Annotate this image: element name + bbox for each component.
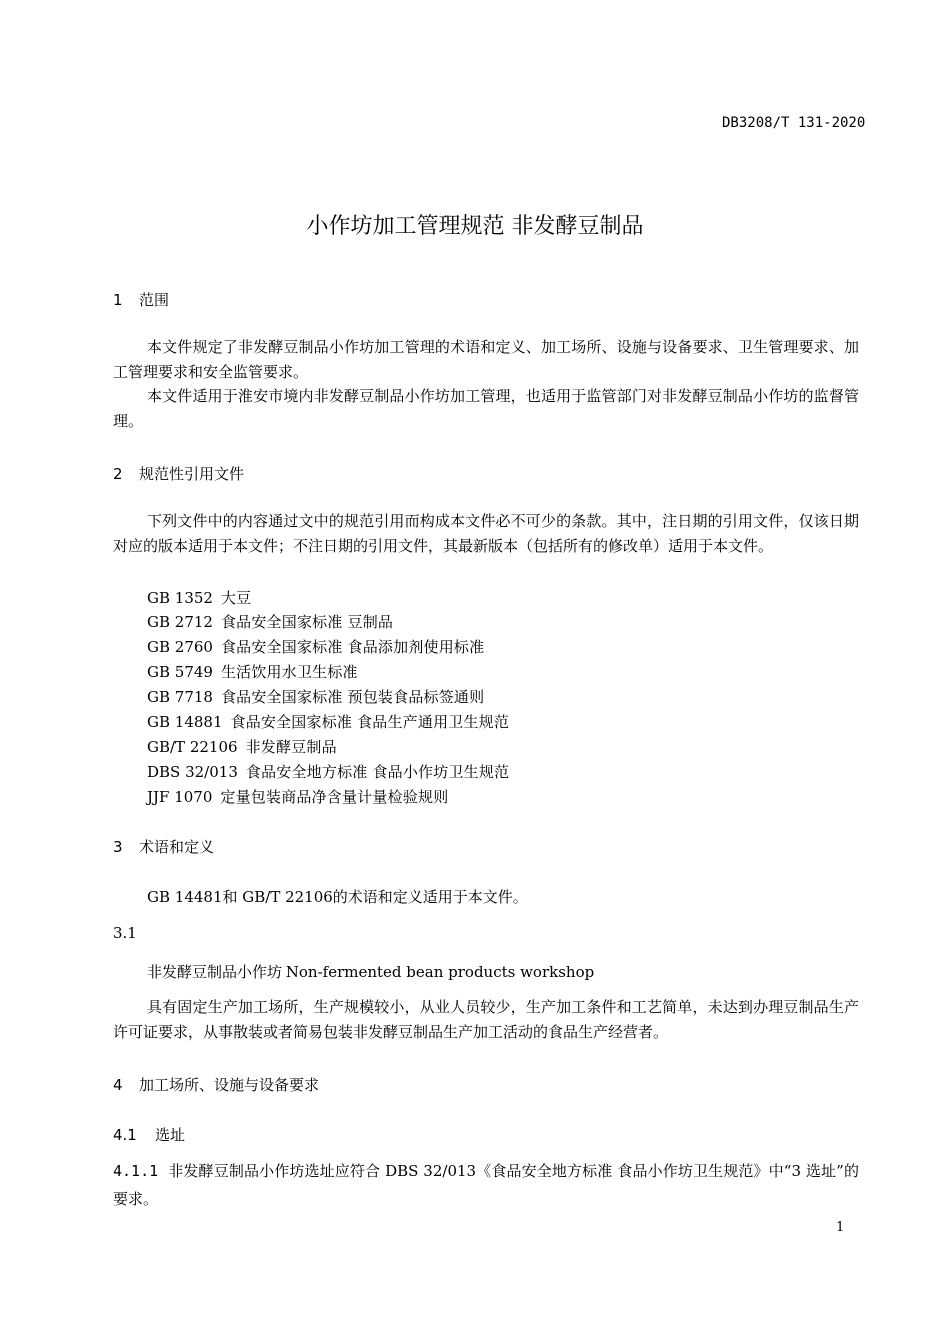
reference-code: GB 14881 [147, 713, 223, 731]
reference-item [147, 736, 337, 757]
reference-title: 食品安全国家标准 豆制品 [220, 613, 394, 631]
reference-title: 食品安全国家标准 食品生产通用卫生规范 [230, 713, 510, 731]
paragraph: 本文件适用于淮安市境内非发酵豆制品小作坊加工管理，也适用于监管部门对非发酵豆制品小作坊的监督管理。 [113, 387, 859, 430]
term-chinese: 非发酵豆制品小作坊 [147, 963, 283, 981]
reference-title: 大豆 [220, 589, 252, 607]
reference-code: GB/T 22106 [147, 738, 238, 756]
document-title: 小作坊加工管理规范 非发酵豆制品 [306, 214, 644, 239]
subsection-number: 3.1 [113, 924, 137, 942]
reference-item [147, 587, 251, 608]
page-number: 1 [836, 1220, 845, 1235]
reference-title: 定量包装商品净含量计量检验规则 [220, 788, 449, 806]
reference-item [147, 686, 484, 707]
reference-code: GB 5749 [147, 663, 213, 681]
section-title: 加工场所、设施与设备要求 [139, 1076, 320, 1094]
clause [113, 1158, 859, 1214]
subsection-title: 选址 [155, 1126, 186, 1144]
section-number: 1 [113, 291, 123, 309]
section-number: 2 [113, 465, 123, 483]
paragraph: 本文件规定了非发酵豆制品小作坊加工管理的术语和定义、加工场所、设施与设备要求、卫生管理要求、加工管理要求和安全监管要求。 [113, 338, 859, 381]
reference-item [147, 761, 509, 782]
term-definition: 具有固定生产加工场所，生产规模较小，从业人员较少，生产加工条件和工艺简单，未达到办理豆制品生产许可证要求，从事散装或者简易包装非发酵豆制品生产加工活动的食品生产经营者。 [113, 998, 859, 1041]
subsection-number: 4.1 [113, 1126, 137, 1144]
reference-title: 生活饮用水卫生标准 [220, 663, 358, 681]
reference-title: 食品安全国家标准 预包装食品标签通则 [220, 688, 485, 706]
reference-code: GB 1352 [147, 589, 213, 607]
paragraph: 下列文件中的内容通过文中的规范引用而构成本文件必不可少的条款。其中，注日期的引用文件，仅该日期对应的版本适用于本文件；不注日期的引用文件，其最新版本（包括所有的修改单）适用于本文件。 [113, 512, 859, 555]
section-4-heading [113, 1074, 319, 1095]
reference-code: JJF 1070 [147, 788, 213, 806]
reference-item [147, 711, 509, 732]
reference-item [147, 636, 484, 657]
document-id: DB3208/T 131-2020 [722, 115, 866, 131]
section-title: 规范性引用文件 [139, 465, 245, 483]
reference-item [147, 661, 358, 682]
clause-number: 4.1.1 [113, 1162, 159, 1180]
reference-title: 食品安全国家标准 食品添加剂使用标准 [220, 638, 485, 656]
section-1-heading [113, 289, 169, 310]
reference-item [147, 611, 393, 632]
reference-title: 非发酵豆制品 [245, 738, 337, 756]
section-2-heading [113, 463, 244, 484]
term-entry [147, 961, 594, 982]
reference-code: GB 7718 [147, 688, 213, 706]
term-english: Non-fermented bean products workshop [285, 963, 595, 981]
reference-code: GB 2760 [147, 638, 213, 656]
reference-code: DBS 32/013 [147, 763, 238, 781]
section-number: 4 [113, 1076, 123, 1094]
reference-title: 食品安全地方标准 食品小作坊卫生规范 [245, 763, 510, 781]
clause-text: 非发酵豆制品小作坊选址应符合 DBS 32/013《食品安全地方标准 食品小作坊卫生规范》中“3 选址”的要求。 [113, 1162, 859, 1208]
reference-item [147, 786, 448, 807]
section-number: 3 [113, 838, 123, 856]
section-title: 术语和定义 [139, 838, 215, 856]
reference-code: GB 2712 [147, 613, 213, 631]
subsection-heading [113, 1124, 185, 1145]
section-3-heading [113, 836, 214, 857]
terms-intro: GB 14481和 GB/T 22106的术语和定义适用于本文件。 [147, 888, 528, 906]
section-title: 范围 [139, 291, 170, 309]
